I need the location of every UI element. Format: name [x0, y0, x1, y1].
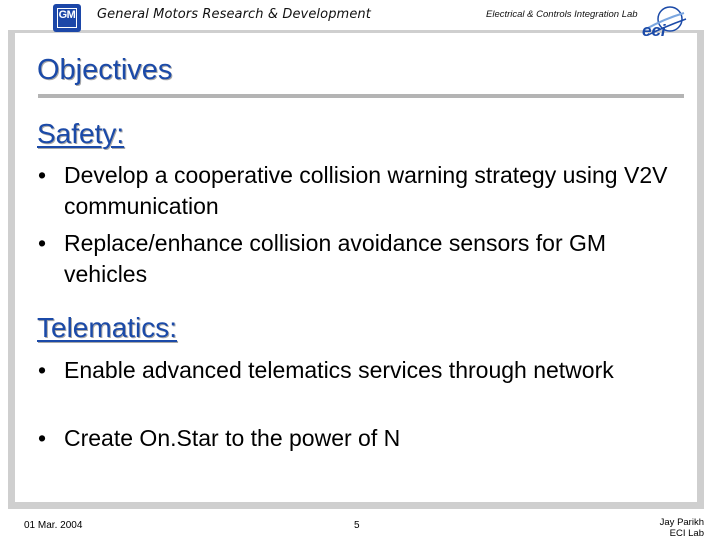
header-lab: Electrical & Controls Integration Lab [486, 9, 638, 20]
footer-author-name: Jay Parikh [659, 517, 704, 528]
eci-logo-icon [640, 5, 688, 39]
slide-frame-top [8, 30, 704, 33]
bullet-icon: • [38, 162, 47, 188]
section-heading-safety: Safety: [37, 118, 125, 149]
slide-frame-right [697, 30, 704, 509]
bullet-icon: • [38, 425, 47, 451]
eci-logo-text: eci [642, 21, 666, 39]
bullet-text: Create On.Star to the power of N [64, 425, 401, 451]
gm-logo-text: GM [57, 8, 77, 28]
gm-logo-icon [53, 4, 81, 32]
header-organization: General Motors Research & Development [97, 7, 371, 22]
title-divider [38, 94, 684, 98]
footer-date: 01 Mar. 2004 [24, 520, 83, 531]
slide-title: Objectives [37, 54, 173, 86]
footer-author-lab: ECI Lab [669, 528, 704, 539]
slide-frame-left [8, 30, 15, 508]
footer-page-number: 5 [354, 520, 360, 531]
bullet-text: Develop a cooperative collision warning strategy using V2V communication [64, 162, 668, 219]
slide-frame-bottom [8, 502, 704, 509]
bullet-text: Enable advanced telematics services through network [64, 357, 614, 383]
footer-author [640, 517, 704, 539]
bullet-icon: • [38, 230, 47, 256]
bullet-text: Replace/enhance collision avoidance sensors for GM vehicles [64, 230, 607, 287]
section-heading-telematics: Telematics: [37, 312, 178, 343]
bullet-icon: • [38, 357, 47, 383]
